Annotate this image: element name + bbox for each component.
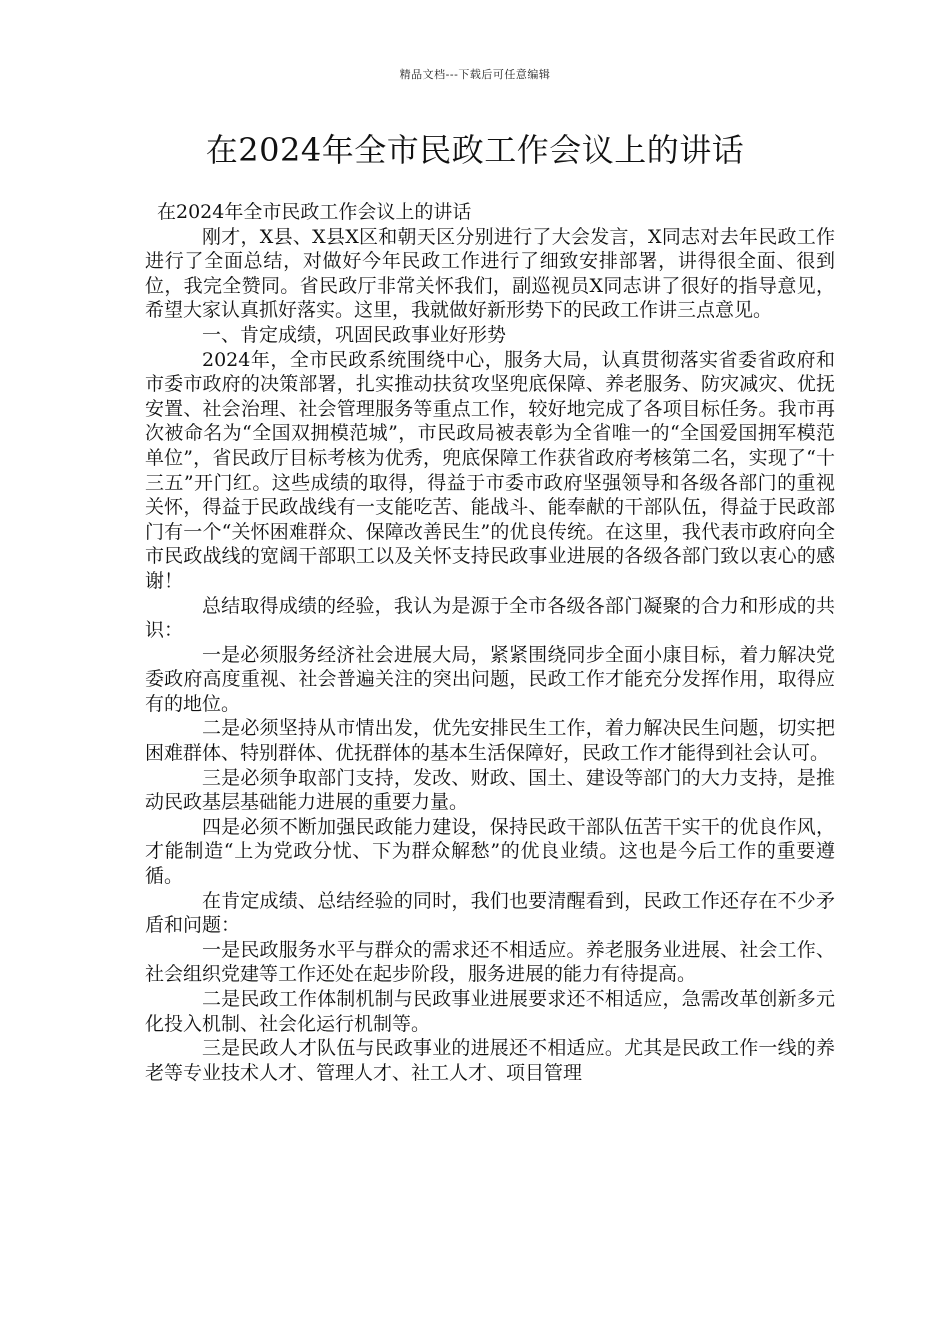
page-header-watermark: 精品文档---下载后可任意编辑 <box>399 68 551 81</box>
paragraph-experience-4: 四是必须不断加强民政能力建设，保持民政干部队伍苦干实干的优良作风，才能制造“上为党政分忧、下为群众解愁”的优良业绩。这也是今后工作的重要遵循。 <box>145 815 835 888</box>
paragraph-problems-intro: 在肯定成绩、总结经验的同时，我们也要清醒看到，民政工作还存在不少矛盾和问题： <box>145 889 835 937</box>
paragraph-experience-summary: 总结取得成绩的经验，我认为是源于全市各级各部门凝聚的合力和形成的共识： <box>145 594 835 642</box>
paragraph-problem-1: 一是民政服务水平与群众的需求还不相适应。养老服务业进展、社会工作、社会组织党建等工作还处在起步阶段，服务进展的能力有待提高。 <box>145 938 835 986</box>
document-subtitle: 在2024年全市民政工作会议上的讲话 <box>157 201 472 223</box>
paragraph-experience-2: 二是必须坚持从市情出发，优先安排民生工作，着力解决民生问题，切实把困难群体、特别群体、优抚群体的基本生活保障好，民政工作才能得到社会认可。 <box>145 717 835 765</box>
paragraph-experience-3: 三是必须争取部门支持，发改、财政、国土、建设等部门的大力支持，是推动民政基层基础能力进展的重要力量。 <box>145 766 835 814</box>
section-heading-1: 一、肯定成绩，巩固民政事业好形势 <box>202 323 507 346</box>
paragraph-experience-1: 一是必须服务经济社会进展大局，紧紧围绕同步全面小康目标，着力解决党委政府高度重视、社会普遍关注的突出问题，民政工作才能充分发挥作用，取得应有的地位。 <box>145 643 835 715</box>
document-title: 在2024年全市民政工作会议上的讲话 <box>205 131 745 169</box>
paragraph-intro: 刚才，X县、X县X区和朝天区分别进行了大会发言，X同志对去年民政工作进行了全面总结，对做好今年民政工作进行了细致安排部署，讲得很全面、很到位，我完全赞同。省民政厅非常关怀我们，副巡视员X同志讲了很好的指导意见，希望大家认真抓好落实。这里，我就做好新形势下的民政工作讲三点意见。 <box>145 225 835 322</box>
paragraph-problem-2: 二是民政工作体制机制与民政事业进展要求还不相适应，急需改革创新多元化投入机制、社会化运行机制等。 <box>145 988 835 1035</box>
document-body <box>145 200 835 1085</box>
paragraph-achievements: 2024年，全市民政系统围绕中心，服务大局，认真贯彻落实省委省政府和市委市政府的决策部署，扎实推动扶贫攻坚兜底保障、养老服务、防灾减灾、优抚安置、社会治理、社会管理服务等重点工作，较好地完成了各项目标任务。我市再次被命名为“全国双拥模范城”，市民政局被表彰为全省唯一的“全国爱国拥军模范单位”，省民政厅目标考核为优秀，兜底保障工作获省政府考核第二名，实现了“十三五”开门红。这些成绩的取得，得益于市委市政府坚强领导和各级各部门的重视关怀，得益于民政战线有一支能吃苦、能战斗、能奉献的干部队伍，得益于民政部门有一个“关怀困难群众、保障改善民生”的优良传统。在这里，我代表市政府向全市民政战线的宽阔干部职工以及关怀支持民政事业进展的各级各部门致以衷心的感谢！ <box>145 348 835 592</box>
paragraph-problem-3: 三是民政人才队伍与民政事业的进展还不相适应。尤其是民政工作一线的养老等专业技术人才、管理人才、社工人才、项目管理 <box>145 1037 835 1084</box>
